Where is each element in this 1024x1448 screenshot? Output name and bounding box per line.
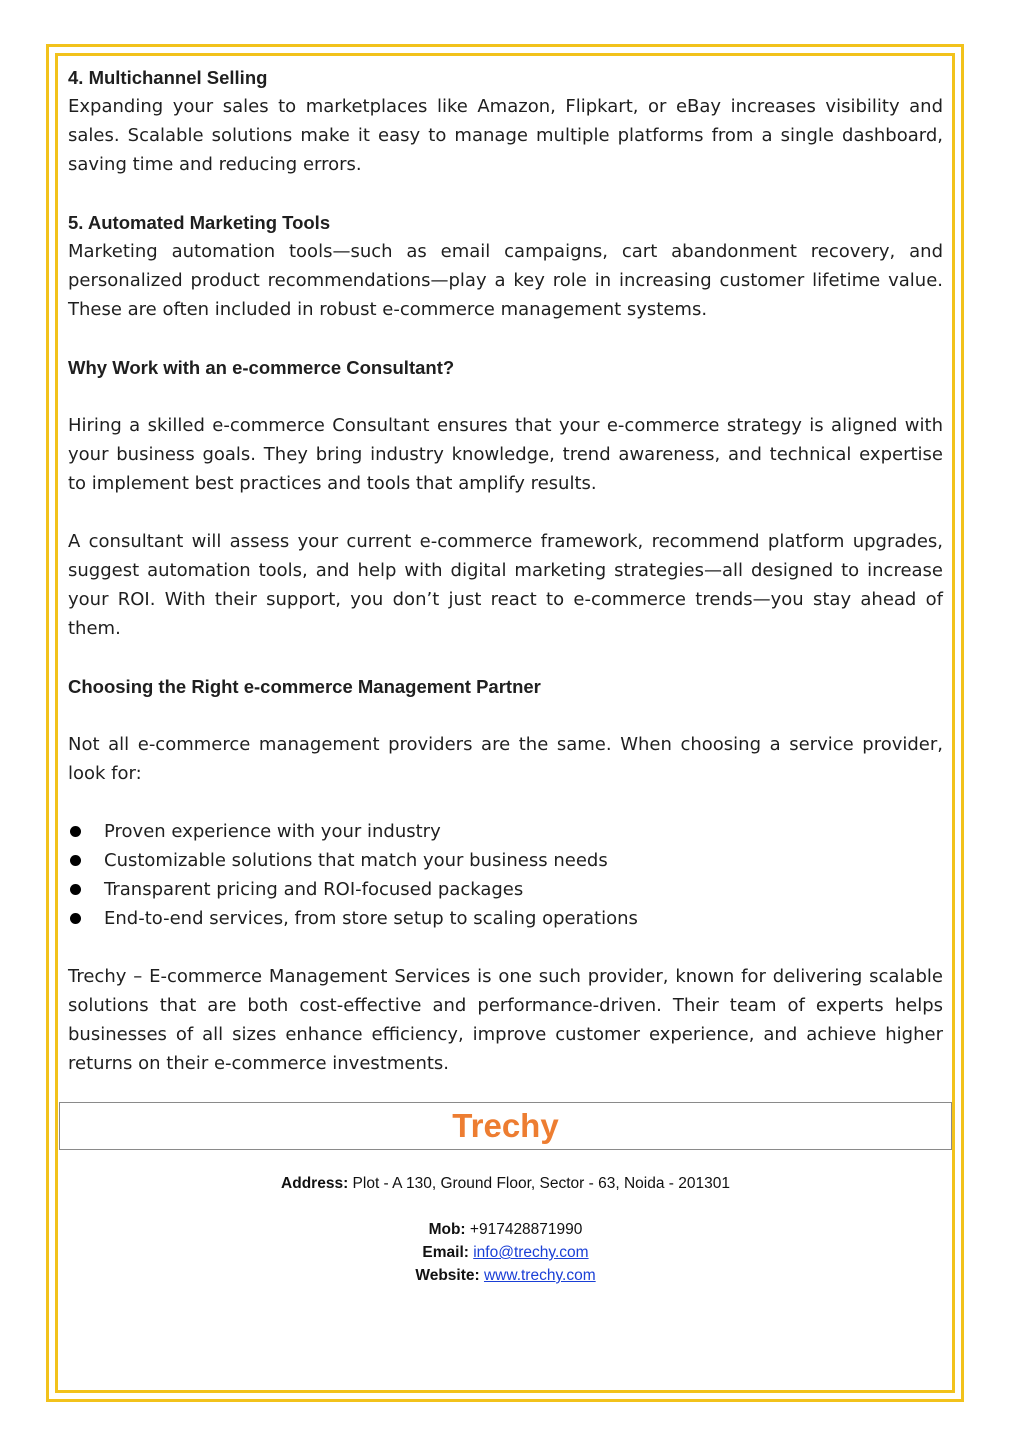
- section-title-multichannel: 4. Multichannel Selling: [68, 67, 268, 88]
- email-link[interactable]: info@trechy.com: [473, 1244, 589, 1261]
- website-link[interactable]: www.trechy.com: [483, 1267, 596, 1284]
- mobile-label: Mob:: [428, 1221, 466, 1238]
- list-item: [68, 846, 943, 875]
- mobile-line: [59, 1221, 952, 1239]
- brand-name: Trechy: [452, 1107, 559, 1144]
- address-value: Plot - A 130, Ground Floor, Sector - 63, Noida - 201301: [352, 1175, 730, 1192]
- website-line: [59, 1267, 952, 1285]
- section-title-marketing: 5. Automated Marketing Tools: [68, 212, 331, 233]
- address-label: Address:: [281, 1175, 349, 1192]
- list-item-text: Proven experience with your industry: [104, 821, 441, 842]
- list-item: [68, 817, 943, 846]
- brand-banner: [59, 1102, 952, 1150]
- list-item: [68, 875, 943, 904]
- list-item-text: Transparent pricing and ROI-focused packages: [104, 879, 524, 900]
- partner-criteria-list: [68, 817, 943, 933]
- email-line: [59, 1244, 952, 1262]
- consultant-paragraph-1: Hiring a skilled e-commerce Consultant ensures that your e-commerce strategy is aligned with your business goals. They bring industry knowledge, trend awareness, and technical expertise to implement best practices and tools that amplify results.: [68, 415, 943, 494]
- bullet-icon: [70, 826, 81, 837]
- bullet-icon: [70, 855, 81, 866]
- section-title-consultant: Why Work with an e-commerce Consultant?: [68, 357, 455, 378]
- mobile-value: +917428871990: [469, 1221, 583, 1238]
- list-item: [68, 904, 943, 933]
- list-item-text: Customizable solutions that match your business needs: [104, 850, 608, 871]
- partner-closing: Trechy – E-commerce Management Services is one such provider, known for delivering scalable solutions that are both cost-effective and performance-driven. Their team of experts helps businesses of all sizes enhance efficiency, improve customer experience, and achieve higher returns on their e-commerce investments.: [68, 966, 943, 1074]
- section-title-partner: Choosing the Right e-commerce Management Partner: [68, 676, 541, 697]
- list-item-text: End-to-end services, from store setup to scaling operations: [104, 908, 638, 929]
- website-label: Website:: [415, 1267, 480, 1284]
- bullet-icon: [70, 913, 81, 924]
- document-body: [68, 63, 943, 1078]
- bullet-icon: [70, 884, 81, 895]
- email-label: Email:: [422, 1244, 469, 1261]
- section-body-marketing: Marketing automation tools—such as email campaigns, cart abandonment recovery, and personalized product recommendations—play a key role in increasing customer lifetime value. These are often included in robust e-commerce management systems.: [68, 241, 943, 320]
- address-line: [59, 1175, 952, 1193]
- partner-intro: Not all e-commerce management providers are the same. When choosing a service provider, look for:: [68, 734, 943, 784]
- consultant-paragraph-2: A consultant will assess your current e-commerce framework, recommend platform upgrades, suggest automation tools, and help with digital marketing strategies—all designed to increase your ROI. With their support, you don’t just react to e-commerce trends—you stay ahead of them.: [68, 531, 943, 639]
- section-body-multichannel: Expanding your sales to marketplaces like Amazon, Flipkart, or eBay increases visibility and sales. Scalable solutions make it easy to manage multiple platforms from a single dashboard, saving time and reducing errors.: [68, 96, 943, 175]
